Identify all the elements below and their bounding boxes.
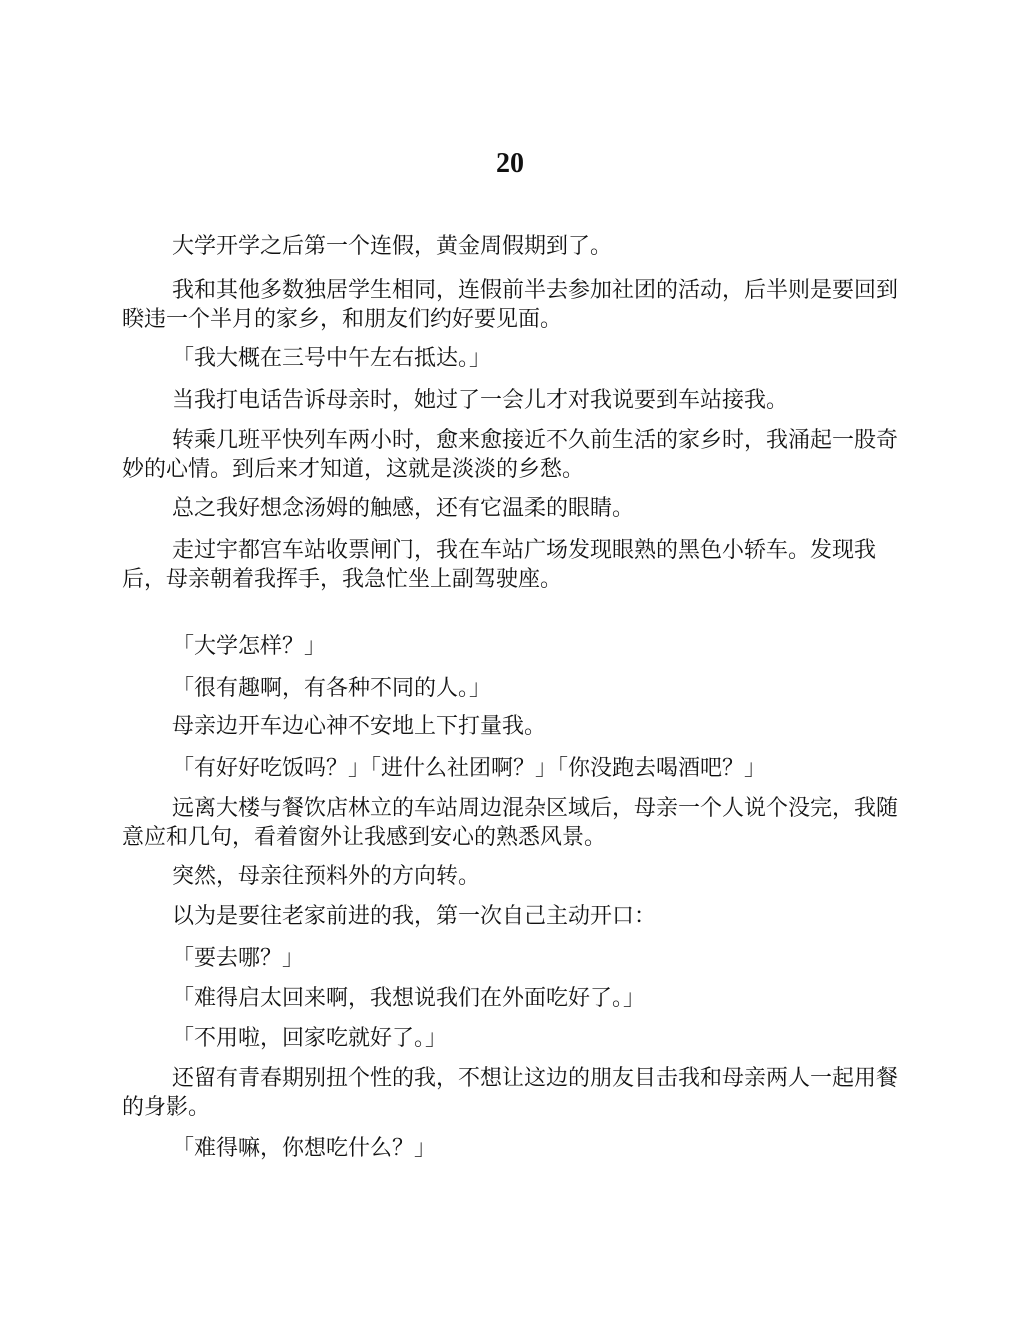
paragraph: 母亲边开车边心神不安地上下打量我。	[172, 714, 547, 739]
paragraph: 「不用啦，回家吃就好了。」	[172, 1026, 448, 1051]
paragraph: 「有好好吃饭吗？」「进什么社团啊？」「你没跑去喝酒吧？」	[172, 756, 767, 781]
paragraph: 「要去哪？」	[172, 946, 305, 971]
paragraph: 总之我好想念汤姆的触感，还有它温柔的眼睛。	[172, 496, 635, 521]
chapter-number: 20	[496, 148, 524, 179]
paragraph: 突然，母亲往预料外的方向转。	[172, 864, 481, 889]
paragraph: 「很有趣啊，有各种不同的人。」	[172, 676, 492, 701]
paragraph: 当我打电话告诉母亲时，她过了一会儿才对我说要到车站接我。	[172, 388, 789, 413]
paragraph: 以为是要往老家前进的我，第一次自己主动开口：	[172, 904, 657, 929]
paragraph: 我和其他多数独居学生相同，连假前半去参加社团的活动，后半则是要回到睽违一个半月的家乡，和朋友们约好要见面。	[122, 278, 899, 332]
paragraph: 「难得启太回来啊，我想说我们在外面吃好了。」	[172, 986, 646, 1011]
paragraph: 大学开学之后第一个连假，黄金周假期到了。	[172, 234, 613, 259]
paragraph: 转乘几班平快列车两小时，愈来愈接近不久前生活的家乡时，我涌起一股奇妙的心情。到后来才知道，这就是淡淡的乡愁。	[122, 428, 899, 482]
paragraph: 「我大概在三号中午左右抵达。」	[172, 346, 492, 371]
paragraph: 「难得嘛，你想吃什么？」	[172, 1136, 437, 1161]
paragraph: 远离大楼与餐饮店林立的车站周边混杂区域后，母亲一个人说个没完，我随意应和几句，看着窗外让我感到安心的熟悉风景。	[122, 796, 899, 850]
paragraph: 还留有青春期别扭个性的我，不想让这边的朋友目击我和母亲两人一起用餐的身影。	[122, 1066, 899, 1120]
paragraph: 「大学怎样？」	[172, 634, 327, 659]
paragraph: 走过宇都宫车站收票闸门，我在车站广场发现眼熟的黑色小轿车。发现我后，母亲朝着我挥手，我急忙坐上副驾驶座。	[122, 538, 877, 592]
